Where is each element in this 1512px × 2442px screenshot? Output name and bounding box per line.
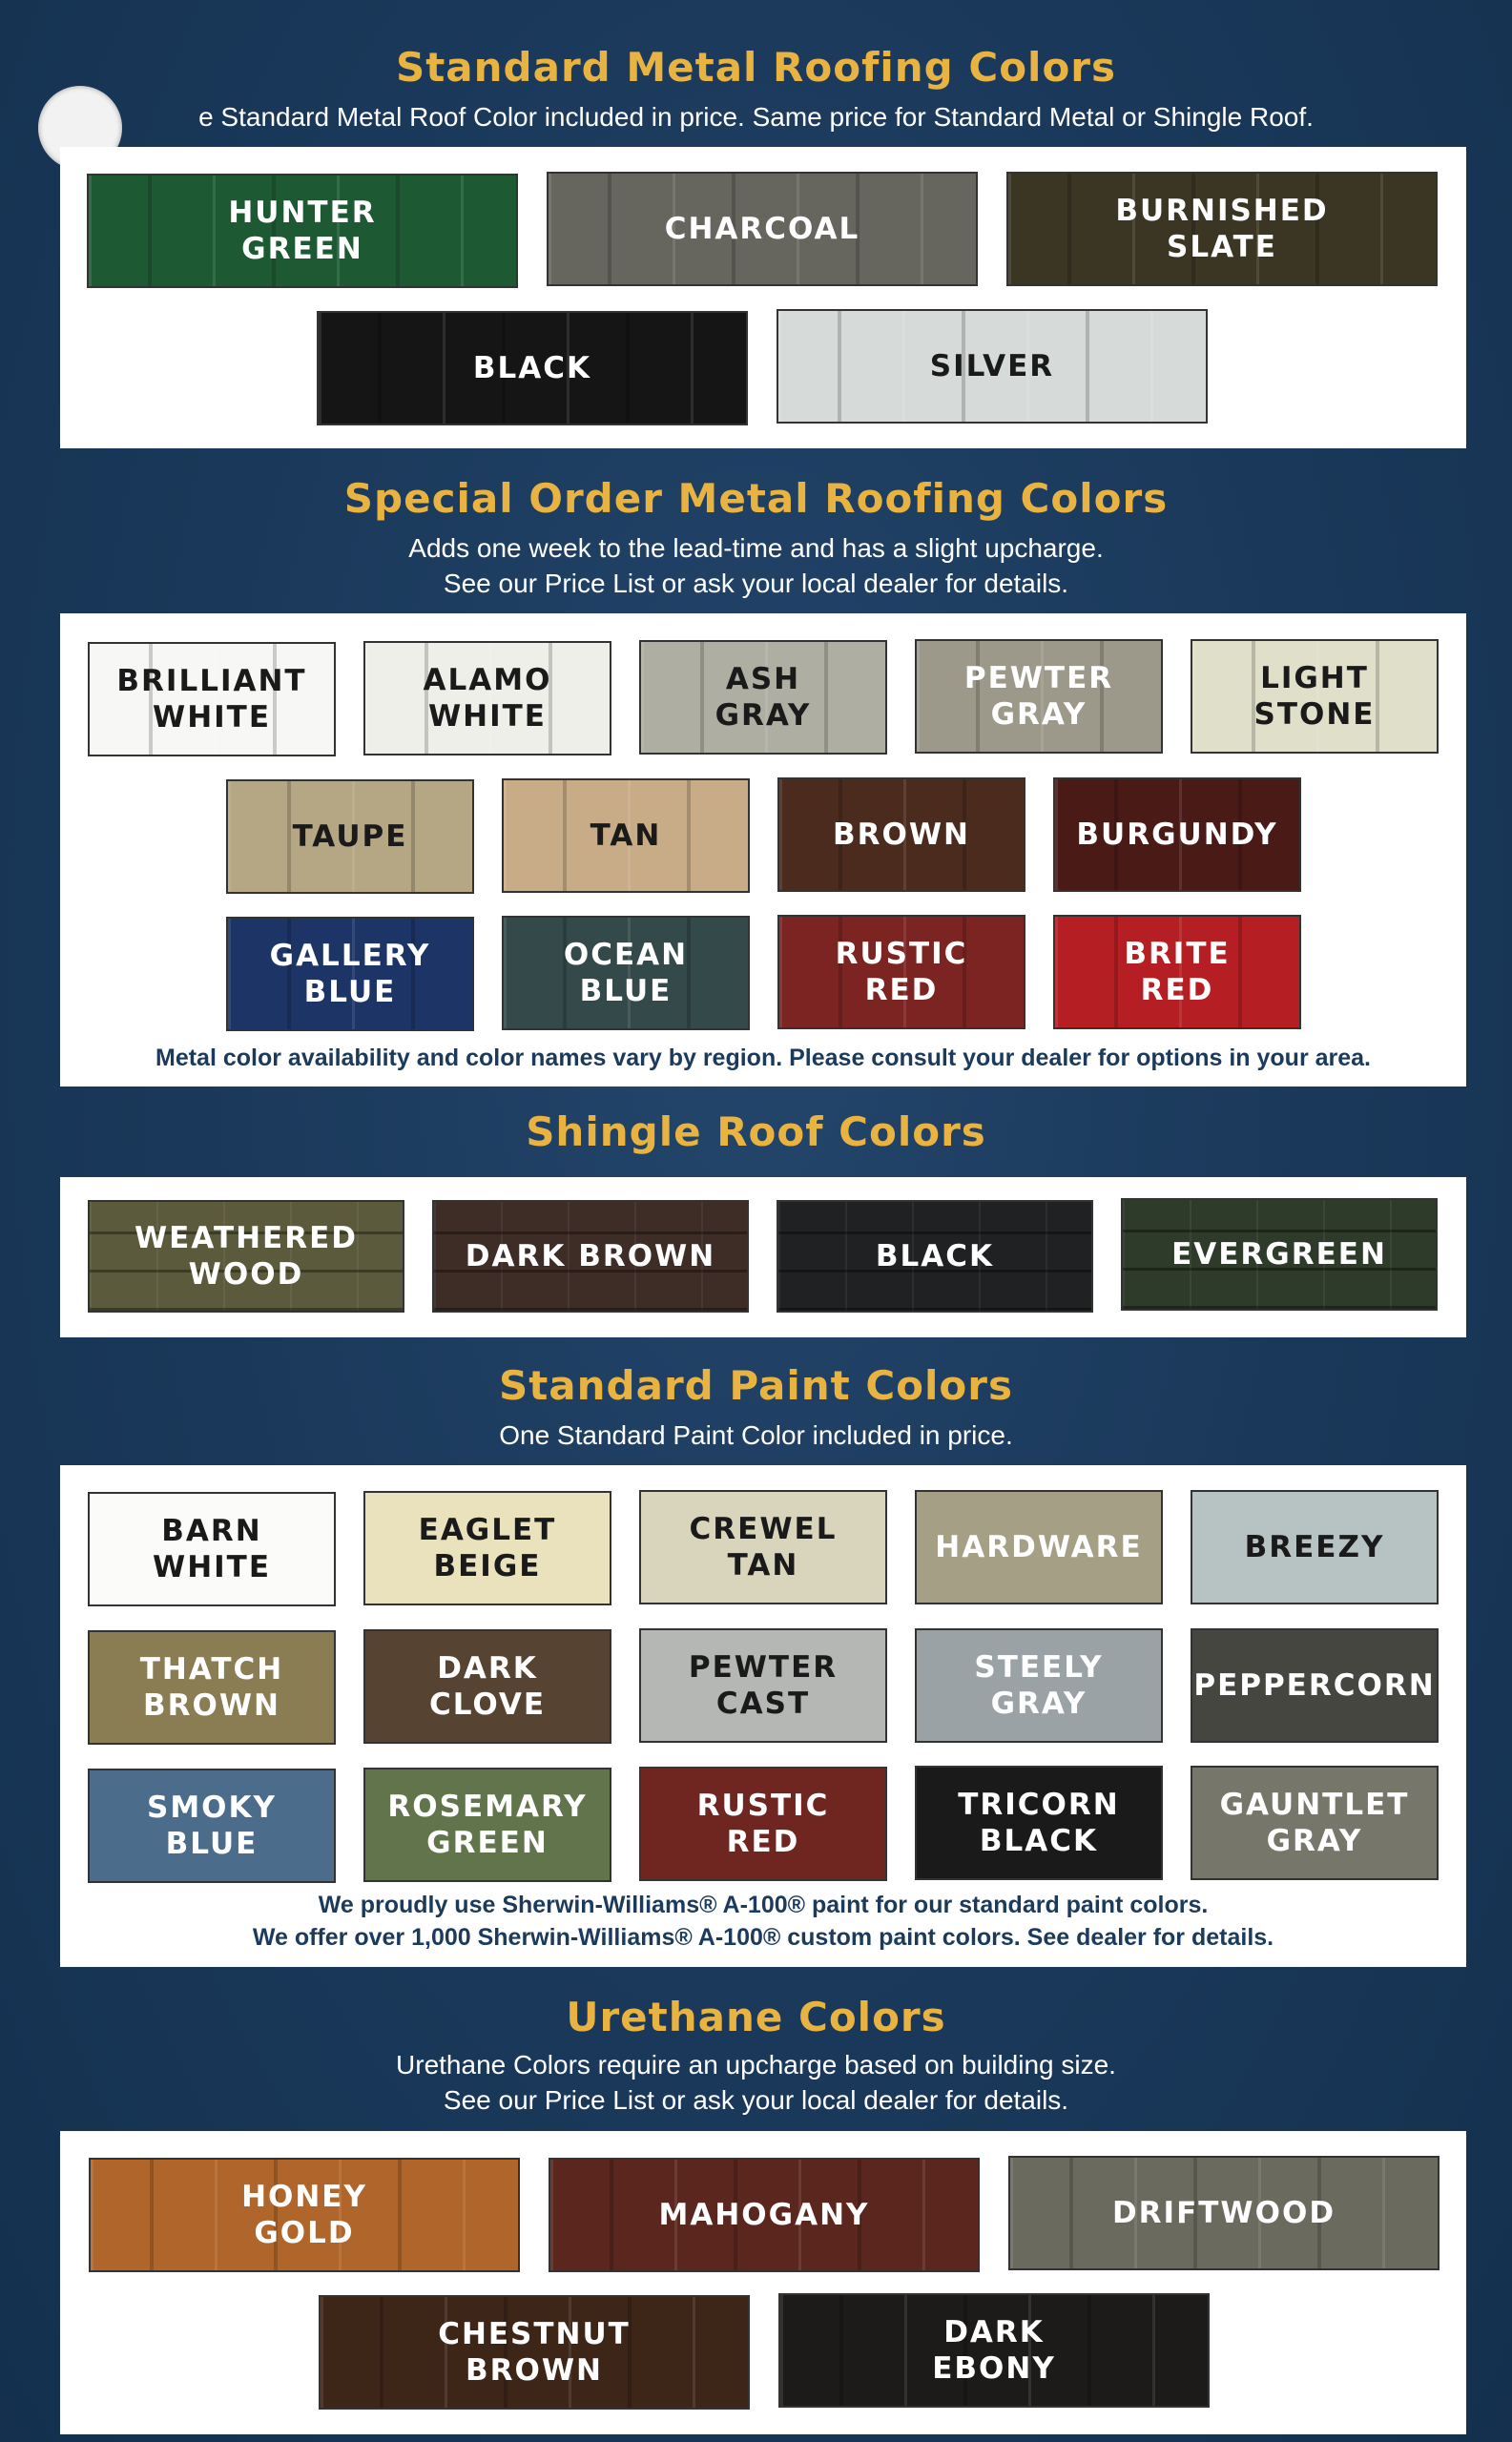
swatch-gallery-blue[interactable] <box>226 917 474 1031</box>
special-order-title: Special Order Metal Roofing Colors <box>343 475 1169 522</box>
swatch-rustic-red[interactable] <box>777 915 1025 1029</box>
swatch-hunter-green[interactable] <box>87 174 518 288</box>
urethane-title: Urethane Colors <box>566 1994 946 2040</box>
standard-paint-subtitle: One Standard Paint Color included in price. <box>499 1420 1013 1450</box>
swatch-dark-brown[interactable] <box>432 1200 749 1313</box>
swatch-label: THATCH BROWN <box>139 1652 284 1723</box>
swatch-label: DARK CLOVE <box>428 1651 547 1722</box>
swatch-label: RUSTIC RED <box>835 937 968 1007</box>
swatch-shingle-black[interactable] <box>777 1200 1093 1313</box>
swatch-barn-white[interactable] <box>88 1492 336 1606</box>
special-order-note: Metal color availability and color names vary by region. Please consult your dealer for options in your area. <box>155 1045 1371 1071</box>
swatch-label: BRITE RED <box>1124 937 1231 1007</box>
swatch-dark-ebony[interactable] <box>778 2293 1210 2408</box>
swatch-taupe[interactable] <box>226 779 474 894</box>
standard-metal-subtitle: e Standard Metal Roof Color included in price. Same price for Standard Metal or Shingle Roof. <box>198 102 1314 132</box>
swatch-label: STEELY GRAY <box>974 1650 1104 1721</box>
swatch-dark-clove[interactable] <box>363 1629 611 1744</box>
swatch-evergreen[interactable] <box>1121 1198 1438 1311</box>
swatch-label: BARN WHITE <box>153 1514 271 1584</box>
swatch-honey-gold[interactable] <box>89 2158 520 2272</box>
swatch-gauntlet-gray[interactable] <box>1191 1766 1439 1880</box>
swatch-steely-gray[interactable] <box>915 1628 1163 1743</box>
swatch-breezy[interactable] <box>1191 1490 1439 1604</box>
swatch-ocean-blue[interactable] <box>502 916 750 1030</box>
swatch-thatch-brown[interactable] <box>88 1630 336 1745</box>
swatch-label: MAHOGANY <box>658 2198 870 2232</box>
swatch-mahogany[interactable] <box>549 2158 980 2272</box>
swatch-label: OCEAN BLUE <box>563 938 689 1008</box>
swatch-label: BRILLIANT WHITE <box>116 664 307 735</box>
swatch-weathered-wood[interactable] <box>88 1200 404 1313</box>
swatch-label: ALAMO WHITE <box>423 663 552 734</box>
standard-paint-note-1: We proudly use Sherwin-Williams® A-100® paint for our standard paint colors. <box>318 1892 1209 1918</box>
swatch-paint-rustic-red[interactable] <box>639 1767 887 1881</box>
swatch-charcoal[interactable] <box>547 172 978 286</box>
special-order-panel <box>60 613 1466 1086</box>
swatch-label: RUSTIC RED <box>696 1789 830 1859</box>
swatch-label: HARDWARE <box>935 1530 1143 1564</box>
swatch-label: PEPPERCORN <box>1193 1668 1436 1703</box>
swatch-label: SILVER <box>929 349 1055 383</box>
special-order-subtitle-1: Adds one week to the lead-time and has a slight upcharge. <box>408 533 1104 563</box>
standard-metal-panel <box>60 147 1466 448</box>
standard-paint-note-2: We offer over 1,000 Sherwin-Williams® A-100® custom paint colors. See dealer for details. <box>252 1924 1274 1951</box>
shingle-panel <box>60 1177 1466 1337</box>
swatch-label: TAUPE <box>292 819 408 854</box>
swatch-label: BURGUNDY <box>1076 817 1278 852</box>
swatch-label: LIGHT STONE <box>1253 661 1376 732</box>
swatch-crewel-tan[interactable] <box>639 1490 887 1604</box>
swatch-label: DARK EBONY <box>932 2315 1056 2386</box>
swatch-smoky-blue[interactable] <box>88 1769 336 1883</box>
special-order-subtitle-2: See our Price List or ask your local dealer for details. <box>443 569 1069 598</box>
swatch-silver[interactable] <box>777 309 1208 424</box>
urethane-subtitle-2: See our Price List or ask your local dealer for details. <box>443 2085 1069 2115</box>
swatch-burnished-slate[interactable] <box>1006 172 1438 286</box>
swatch-chestnut-brown[interactable] <box>319 2295 750 2410</box>
swatch-tricorn-black[interactable] <box>915 1766 1163 1880</box>
swatch-label: ASH GRAY <box>715 662 812 733</box>
swatch-eaglet-beige[interactable] <box>363 1491 611 1605</box>
swatch-light-stone[interactable] <box>1191 639 1439 754</box>
swatch-label: BREEZY <box>1244 1530 1385 1564</box>
swatch-brilliant-white[interactable] <box>88 642 336 756</box>
swatch-label: DARK BROWN <box>465 1239 716 1273</box>
swatch-label: BLACK <box>875 1239 995 1273</box>
swatch-label: BURNISHED SLATE <box>1115 194 1329 264</box>
swatch-peppercorn[interactable] <box>1191 1628 1439 1743</box>
swatch-label: CHARCOAL <box>664 212 860 246</box>
swatch-label: TAN <box>590 818 662 853</box>
swatch-label: BLACK <box>472 351 592 385</box>
swatch-burgundy[interactable] <box>1053 777 1301 892</box>
swatch-label: CREWEL TAN <box>689 1512 838 1583</box>
swatch-label: GALLERY BLUE <box>269 939 431 1009</box>
urethane-subtitle-1: Urethane Colors require an upcharge based on building size. <box>396 2050 1116 2080</box>
swatch-label: SMOKY BLUE <box>147 1790 277 1861</box>
swatch-alamo-white[interactable] <box>363 641 611 755</box>
swatch-hardware[interactable] <box>915 1490 1163 1604</box>
swatch-brown[interactable] <box>777 777 1025 892</box>
swatch-driftwood[interactable] <box>1008 2156 1440 2270</box>
swatch-label: DRIFTWOOD <box>1111 2196 1336 2230</box>
swatch-rosemary-green[interactable] <box>363 1768 611 1882</box>
swatch-pewter-cast[interactable] <box>639 1628 887 1743</box>
standard-paint-panel <box>60 1465 1466 1967</box>
swatch-label: TRICORN BLACK <box>958 1788 1120 1858</box>
swatch-label: HUNTER GREEN <box>228 196 377 266</box>
swatch-tan[interactable] <box>502 778 750 893</box>
swatch-label: GAUNTLET GRAY <box>1219 1788 1410 1858</box>
swatch-label: PEWTER GRAY <box>963 661 1114 732</box>
swatch-ash-gray[interactable] <box>639 640 887 755</box>
swatch-label: BROWN <box>833 817 970 852</box>
swatch-label: EVERGREEN <box>1171 1237 1387 1272</box>
swatch-label: HONEY GOLD <box>241 2180 367 2250</box>
swatch-label: PEWTER CAST <box>688 1650 839 1721</box>
swatch-black[interactable] <box>317 311 748 425</box>
standard-paint-title: Standard Paint Colors <box>498 1362 1013 1409</box>
swatch-pewter-gray[interactable] <box>915 639 1163 754</box>
swatch-label: EAGLET BEIGE <box>418 1513 557 1583</box>
swatch-brite-red[interactable] <box>1053 915 1301 1029</box>
swatch-label: ROSEMARY GREEN <box>387 1790 588 1860</box>
swatch-label: WEATHERED WOOD <box>134 1221 358 1292</box>
standard-metal-title: Standard Metal Roofing Colors <box>395 44 1117 91</box>
shingle-title: Shingle Roof Colors <box>526 1108 986 1155</box>
swatch-label: CHESTNUT BROWN <box>438 2317 631 2388</box>
urethane-panel <box>60 2131 1466 2434</box>
